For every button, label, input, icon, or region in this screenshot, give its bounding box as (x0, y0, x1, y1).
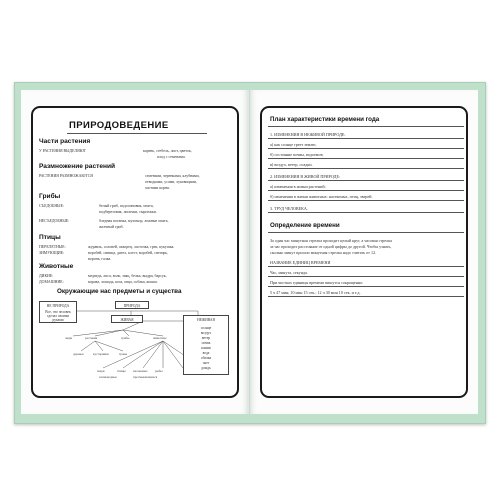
rule-line (268, 138, 464, 139)
diagram-living-label: ЖИВАЯ (120, 318, 134, 322)
diagram-nonliving-label: НЕЖИВАЯ (197, 318, 215, 322)
section-label: ЗИМУЮЩИЕ: (39, 251, 65, 255)
plan-item: а) изменения в жизни растений; (270, 184, 326, 189)
page-title: ПРИРОДОВЕДЕНИЕ (69, 120, 169, 131)
rule-line (268, 212, 464, 213)
section-heading: Размножение растений (39, 163, 116, 170)
abbr-text: 5 ч 47 мин; 10 мин 15 сек.; 12 ч 30 мин 10 сек. и т.д. (270, 290, 361, 295)
plan-item: в) воздух, ветер, осадки. (270, 162, 313, 167)
plan-item: а) как солнце греет землю; (270, 142, 317, 147)
diagram-plant-type: травы (119, 352, 128, 356)
rule-line (268, 168, 464, 169)
diagram-not-nature-label: НЕ ПРИРОДА (46, 304, 70, 308)
diagram-animal-type: звери (97, 369, 105, 373)
diagram-not-nature-box (39, 301, 77, 323)
rule-line (268, 296, 464, 297)
section-text: желчный гриб. (99, 225, 124, 229)
rule-line (268, 190, 464, 191)
diagram-nonliving-item: солнце (200, 326, 212, 330)
section-label: НЕСЪЕДОБНЫЕ: (39, 219, 70, 223)
plan-item: 2. ИЗМЕНЕНИЯ В ЖИВОЙ ПРИРОДЕ: (270, 174, 341, 179)
section-heading: Животные (39, 263, 74, 270)
section-heading: Грибы (39, 193, 61, 200)
diagram-not-nature-note: Все, что человек сделал своими руками (45, 310, 71, 322)
section-text: воробей, синица, дятел, клест, воробей, снегирь, (88, 251, 169, 255)
section-label: ДИКИЕ: (39, 274, 54, 278)
right-page-frame (260, 106, 468, 398)
rule-line (268, 180, 464, 181)
diagram-title: Окружающие нас предметы и существа (57, 288, 182, 295)
diagram-nonliving-item: облака (200, 356, 212, 360)
diagram-nonliving-item: камни (201, 346, 211, 350)
diagram-animal-type: пресмыкающиеся (133, 375, 158, 379)
section-text: частями корня. (145, 186, 170, 190)
diagram-living-child: люди (65, 336, 73, 340)
diagram-animal-type: птицы (117, 369, 126, 373)
section-label: У РАСТЕНИЯ ВЫДЕЛЯЮТ (39, 149, 87, 153)
diagram-animal-type: насекомые (133, 369, 148, 373)
units-title: НАЗВАНИЕ ЕДИНИЦ ВРЕМЕНИ (270, 260, 331, 265)
diagram-living-child: животные (153, 336, 167, 340)
section-text: плод с семенами. (157, 155, 186, 159)
section-text: семенами, черенками, клубнями, (145, 174, 200, 178)
plan-item: б) состояние почвы, водоемов; (270, 152, 324, 157)
abbr-title: При чистках единицы времени пишутся сокращенно: (270, 280, 364, 285)
section-text: отводками, усами, луковицами, (145, 180, 197, 184)
time-title: Определение времени (270, 222, 340, 229)
diagram-root-box (115, 301, 149, 309)
time-text-line: за час проходит расстояние от одной цифры до другой. Чтобы узнать, (270, 244, 392, 249)
diagram-nonliving-item: дождь (201, 366, 211, 370)
plan-item: б) изменения в жизни животных: насекомых, птиц, зверей. (270, 194, 373, 199)
section-heading: Части растения (39, 138, 91, 145)
plan-item: 3. ТРУД ЧЕЛОВЕКА. (270, 206, 308, 211)
units-text: Час, минута, секунда. (270, 270, 308, 275)
diagram-plant-type: кустарники (93, 352, 109, 356)
rule-line (268, 158, 464, 159)
time-text-line: сколько минут прошло минутная стрелка надо считать от 12. (270, 250, 377, 255)
section-heading: Птицы (39, 234, 61, 241)
section-text: корова, лошадь, коза, овца, собака, кошка. (88, 280, 158, 284)
title-underline (268, 232, 464, 233)
diagram-nonliving-item: почва (201, 341, 211, 345)
diagram-animal-type: земноводные (99, 375, 117, 379)
section-text: белый гриб, подосиновик, опята, (99, 204, 154, 208)
diagram-nonliving-item: воздух (200, 331, 212, 335)
diagram-nonliving-item: вода (202, 351, 210, 355)
section-text: ворона, галка. (88, 257, 112, 261)
rule-line (268, 286, 464, 287)
diagram-living-child: грибы (121, 336, 130, 340)
diagram-nonliving-box (183, 315, 229, 375)
time-text-line: За один час минутная стрелка проходит целый круг, а часовая стрелка (270, 238, 392, 243)
title-underline (268, 126, 464, 127)
diagram-living-box (111, 315, 143, 323)
section-text: подберезовик, лисички, сыроежки. (99, 210, 157, 214)
left-page (21, 90, 249, 414)
section-label: СЪЕДОБНЫЕ: (39, 204, 65, 208)
section-label: ДОМАШНИЕ: (39, 280, 64, 284)
right-page (250, 90, 478, 414)
diagram-nonliving-item: снег (202, 361, 210, 365)
plan-title: План характеристики времени года (270, 116, 380, 123)
rule-line (268, 276, 464, 277)
diagram-nonliving-item: ветер (201, 336, 211, 340)
diagram-plant-type: деревья (73, 352, 84, 356)
section-text: корень, стебель, лист, цветок, (143, 149, 192, 153)
rule-line (268, 148, 464, 149)
section-text: медведь, лиса, волк, заяц, белка, выдра, барсук, (88, 274, 167, 278)
section-label: ПЕРЕЛЕТНЫЕ: (39, 245, 66, 249)
rule-line (268, 266, 464, 267)
diagram-root-label: ПРИРОДА (123, 304, 141, 308)
section-text: бледная поганка, мухомор, ложные опята, (99, 219, 169, 223)
plan-item: 1. ИЗМЕНЕНИЯ В НЕЖИВОЙ ПРИРОДЕ: (270, 132, 346, 137)
section-label: РАСТЕНИЯ РАЗМНОЖАЮТСЯ (39, 174, 93, 178)
section-text: журавль, соловей, скворец, ласточка, грач, кукушка. (88, 245, 175, 249)
diagram-animal-type: рыбы (155, 369, 163, 373)
diagram-living-child: растения (85, 336, 98, 340)
left-page-frame (31, 106, 239, 398)
rule-line (268, 200, 464, 201)
